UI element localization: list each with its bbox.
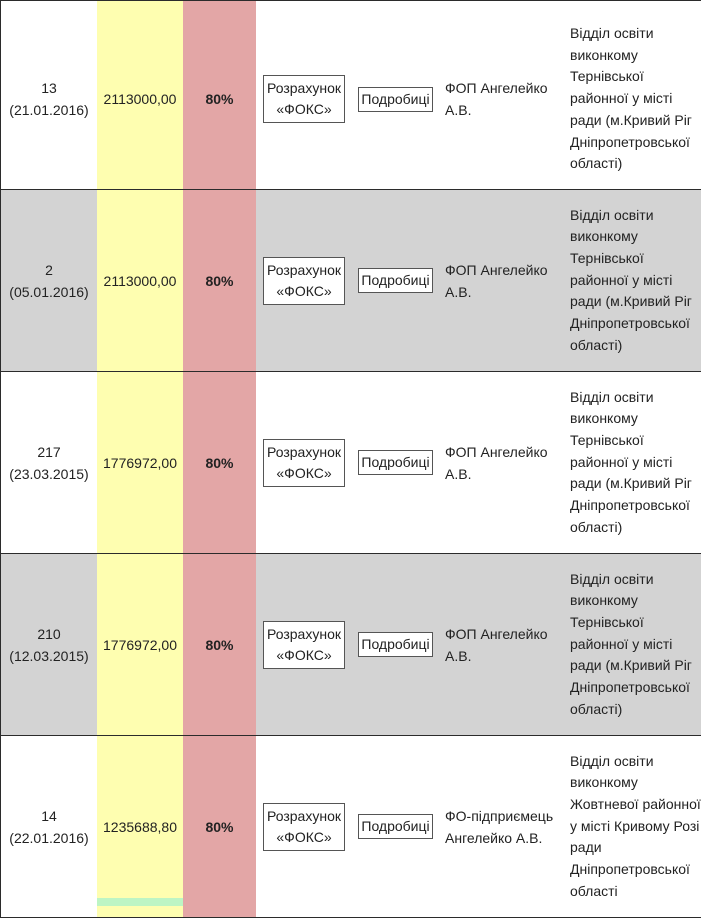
invoice-button-label-2: «ФОКС» <box>276 828 332 845</box>
table-row <box>0 0 701 190</box>
next-row-percent-cell <box>183 898 256 906</box>
organizer-cell <box>439 554 563 735</box>
invoice-fox-button[interactable] <box>263 257 345 305</box>
organizer-name: ФОП Ангелейко А.В. <box>445 261 548 300</box>
invoice-button-label: Розрахунок <box>267 443 341 460</box>
sum-value: 2113000,00 <box>103 91 177 107</box>
sum-cell <box>97 372 183 553</box>
sum-cell <box>97 190 183 371</box>
sum-value: 1235688,80 <box>103 818 177 835</box>
invoice-button-label: Розрахунок <box>267 261 341 278</box>
sum-value: 1776972,00 <box>103 636 177 653</box>
invoice-fox-button[interactable] <box>263 75 345 123</box>
tender-number: 2 <box>45 261 53 278</box>
sum-cell <box>97 1 183 189</box>
invoice-button-label: Розрахунок <box>267 625 341 642</box>
percent-value: 80% <box>205 454 234 471</box>
next-row-partial <box>0 898 701 906</box>
invoice-cell <box>256 190 352 371</box>
buyer-cell <box>563 1 701 189</box>
table-row <box>0 372 701 554</box>
buyer-name: Відділ освіти виконкому Тернівської районної у місті ради (м.Кривий Ріг Дніпропетровської області) <box>570 388 692 535</box>
tender-number-cell <box>0 736 97 917</box>
details-button[interactable]: Подробиці <box>358 268 432 293</box>
buyer-cell <box>563 372 701 553</box>
organizer-cell <box>439 372 563 553</box>
tender-date: (12.03.2015) <box>9 647 89 664</box>
details-button[interactable]: Подробиці <box>358 632 432 657</box>
organizer-cell <box>439 736 563 917</box>
invoice-cell <box>256 736 352 917</box>
percent-cell <box>183 736 256 917</box>
invoice-cell <box>256 1 352 189</box>
tender-number-cell <box>0 554 97 735</box>
sum-value: 1776972,00 <box>103 454 177 471</box>
tender-date: (05.01.2016) <box>9 283 89 300</box>
organizer-name: ФО-підприємець Ангелейко А.В. <box>445 807 554 846</box>
organizer-name: ФОП Ангелейко А.В. <box>445 625 548 664</box>
buyer-name: Відділ освіти виконкому Тернівської районної у місті ради (м.Кривий Ріг Дніпропетровської області) <box>570 206 692 353</box>
invoice-button-label: Розрахунок <box>267 807 341 824</box>
invoice-button-label-2: «ФОКС» <box>276 464 332 481</box>
tender-date: (23.03.2015) <box>9 465 89 482</box>
details-button[interactable]: Подробиці <box>358 814 432 839</box>
tender-date: (22.01.2016) <box>9 829 89 846</box>
percent-value: 80% <box>205 636 234 653</box>
table-row <box>0 190 701 372</box>
details-cell <box>352 372 439 553</box>
organizer-name: ФОП Ангелейко А.В. <box>445 443 548 482</box>
invoice-button-label-2: «ФОКС» <box>276 646 332 663</box>
sum-cell <box>97 736 183 917</box>
details-cell <box>352 554 439 735</box>
percent-value: 80% <box>205 818 234 835</box>
organizer-cell <box>439 1 563 189</box>
buyer-name: Відділ освіти виконкому Жовтневої районної у місті Кривому Розі ради Дніпропетровської області <box>570 752 701 899</box>
buyer-name: Відділ освіти виконкому Тернівської районної у місті ради (м.Кривий Ріг Дніпропетровської області) <box>570 25 692 172</box>
tender-number: 13 <box>41 80 57 96</box>
invoice-fox-button[interactable] <box>263 803 345 851</box>
invoice-button-label: Розрахунок <box>267 80 341 96</box>
percent-cell <box>183 190 256 371</box>
invoice-fox-button[interactable] <box>263 439 345 487</box>
invoice-cell <box>256 372 352 553</box>
tender-date: (21.01.2016) <box>9 102 89 118</box>
details-cell <box>352 190 439 371</box>
tender-number: 14 <box>41 807 57 824</box>
tender-number-cell <box>0 372 97 553</box>
percent-value: 80% <box>205 272 234 289</box>
invoice-fox-button[interactable] <box>263 621 345 669</box>
tender-number: 217 <box>37 443 61 460</box>
tender-number-cell <box>0 1 97 189</box>
sum-cell <box>97 554 183 735</box>
tender-number: 210 <box>37 625 61 642</box>
tender-number-cell <box>0 190 97 371</box>
percent-value: 80% <box>205 91 234 107</box>
table-row <box>0 736 701 918</box>
next-row-sum-cell <box>97 898 183 906</box>
details-cell <box>352 736 439 917</box>
organizer-name: ФОП Ангелейко А.В. <box>445 80 548 118</box>
invoice-button-label-2: «ФОКС» <box>276 101 332 117</box>
buyer-cell <box>563 736 701 917</box>
invoice-cell <box>256 554 352 735</box>
percent-cell <box>183 554 256 735</box>
invoice-button-label-2: «ФОКС» <box>276 282 332 299</box>
percent-cell <box>183 1 256 189</box>
buyer-name: Відділ освіти виконкому Тернівської районної у місті ради (м.Кривий Ріг Дніпропетровської області) <box>570 570 692 717</box>
sum-value: 2113000,00 <box>103 272 177 289</box>
details-button[interactable]: Подробиці <box>358 450 432 475</box>
percent-cell <box>183 372 256 553</box>
details-button[interactable]: Подробиці <box>358 87 432 112</box>
buyer-cell <box>563 554 701 735</box>
organizer-cell <box>439 190 563 371</box>
table-row <box>0 554 701 736</box>
buyer-cell <box>563 190 701 371</box>
details-cell <box>352 1 439 189</box>
